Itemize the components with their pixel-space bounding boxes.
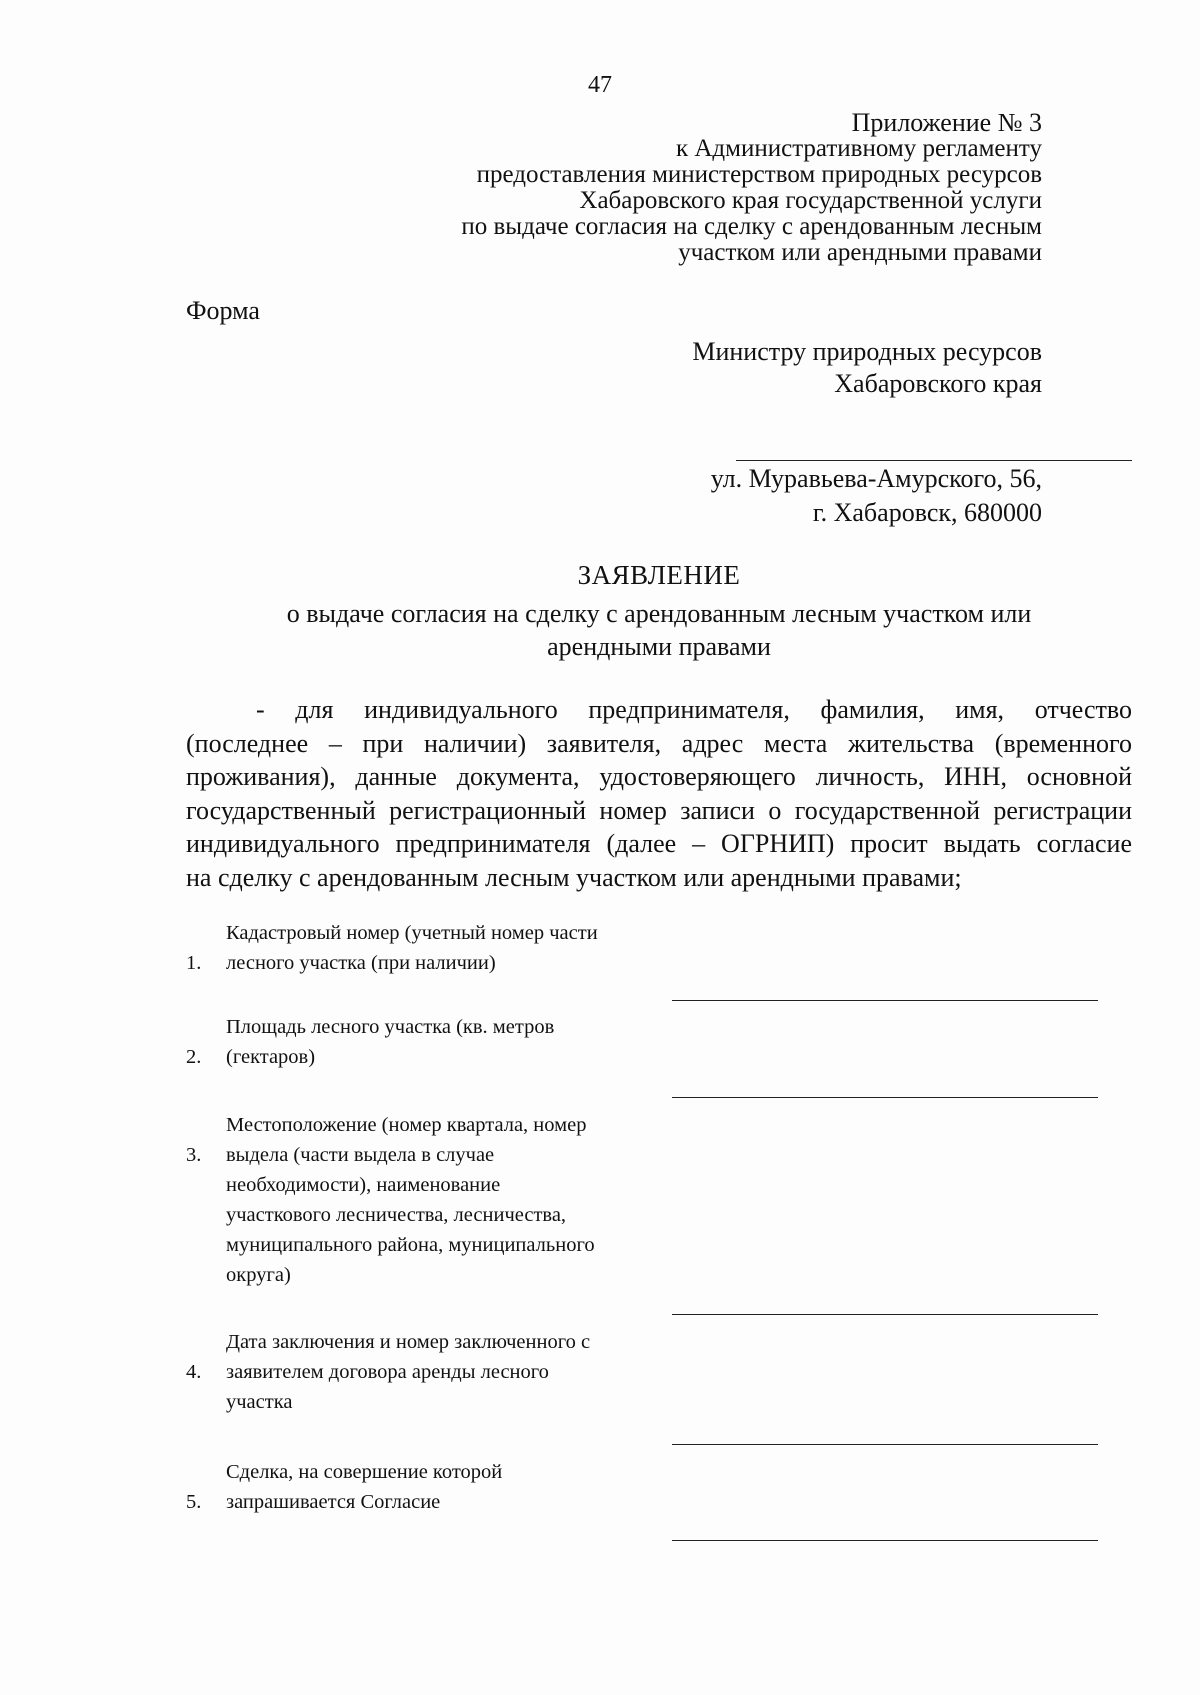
item-label: [226, 1327, 666, 1417]
item-label-line: лесного участка (при наличии): [226, 952, 496, 974]
body-line: - для индивидуального предпринимателя, фамилия, имя, отчество: [256, 695, 1132, 724]
area-field[interactable]: [672, 1097, 1098, 1098]
body-line: индивидуального предпринимателя (далее – ОГРНИП) просит выдать согласие: [186, 829, 1132, 858]
addressee-line: Министру природных ресурсов: [692, 337, 1042, 366]
subtitle-line: о выдаче согласия на сделку с арендованным лесным участком или: [286, 599, 1032, 628]
appendix-line: по выдаче согласия на сделку с арендованным лесным: [461, 213, 1042, 240]
item-label-line: Кадастровый номер (учетный номер части: [226, 922, 598, 944]
appendix-line: Приложение № 3: [851, 108, 1042, 137]
item-label: [226, 1012, 666, 1072]
item-label-line: выдела (части выдела в случае: [226, 1144, 495, 1166]
page-number: 47: [588, 72, 612, 98]
item-label-line: Сделка, на совершение которой: [226, 1461, 503, 1483]
appendix-line: предоставления министерством природных ресурсов: [476, 161, 1042, 188]
item-label-line: заявителем договора аренды лесного: [226, 1361, 549, 1383]
item-number: 3.: [186, 1144, 202, 1166]
item-label: [226, 918, 666, 978]
document-title: ЗАЯВЛЕНИЕ: [577, 560, 741, 590]
cadastral-number-field[interactable]: [672, 1000, 1098, 1001]
item-label-line: необходимости), наименование: [226, 1174, 501, 1196]
subtitle-line: арендными правами: [547, 632, 771, 661]
body-line: проживания), данные документа, удостоверяющего личность, ИНН, основной: [186, 762, 1132, 791]
location-field[interactable]: [672, 1314, 1098, 1315]
body-line: на сделку с арендованным лесным участком или арендными правами;: [186, 862, 962, 892]
item-label-line: Дата заключения и номер заключенного с: [226, 1331, 591, 1353]
item-label-line: (гектаров): [226, 1046, 316, 1068]
appendix-line: Хабаровского края государственной услуги: [579, 187, 1042, 214]
item-label-line: округа): [226, 1264, 291, 1286]
address-line: ул. Муравьева-Амурского, 56,: [710, 464, 1042, 493]
appendix-line: к Административному регламенту: [675, 135, 1042, 162]
item-label-line: участка: [226, 1391, 293, 1413]
appendix-line: участком или арендными правами: [678, 239, 1042, 266]
item-number: 4.: [186, 1361, 202, 1383]
body-line: (последнее – при наличии) заявителя, адрес места жительства (временного: [186, 728, 1132, 758]
body-line: государственный регистрационный номер записи о государственной регистрации: [186, 795, 1132, 825]
item-label-line: запрашивается Согласие: [226, 1491, 441, 1513]
lease-contract-field[interactable]: [672, 1444, 1098, 1445]
item-number: 2.: [186, 1046, 202, 1068]
item-label-line: Местоположение (номер квартала, номер: [226, 1114, 587, 1136]
address-line: г. Хабаровск, 680000: [812, 498, 1042, 527]
item-number: 5.: [186, 1491, 202, 1513]
item-label-line: Площадь лесного участка (кв. метров: [226, 1016, 555, 1038]
item-label: [226, 1110, 666, 1290]
form-label: Форма: [186, 296, 260, 325]
item-number: 1.: [186, 952, 202, 974]
item-label: [226, 1457, 666, 1517]
transaction-field[interactable]: [672, 1540, 1098, 1541]
item-label-line: муниципального района, муниципального: [226, 1234, 595, 1256]
addressee-line: Хабаровского края: [834, 369, 1042, 398]
item-label-line: участкового лесничества, лесничества,: [226, 1204, 567, 1226]
